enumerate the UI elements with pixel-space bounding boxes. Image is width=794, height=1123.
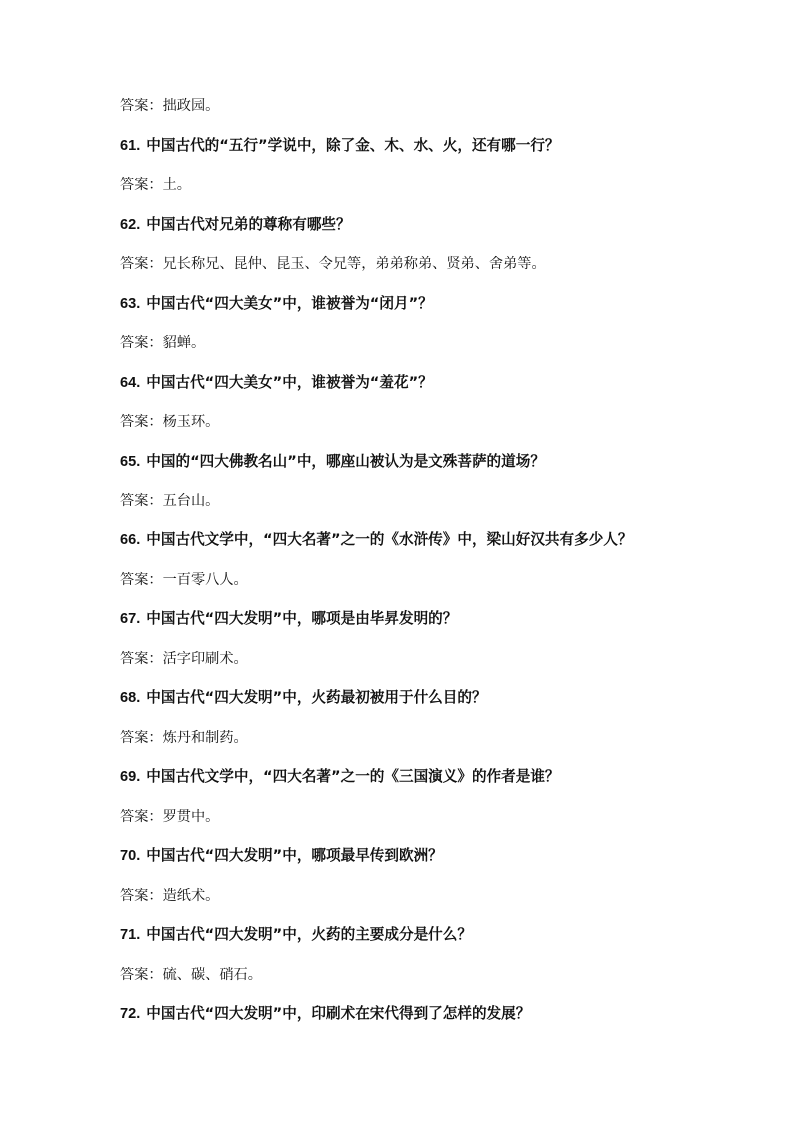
question-number: 69.: [120, 769, 141, 785]
answer-line: 答案：兄长称兄、昆仲、昆玉、令兄等，弟弟称弟、贤弟、舍弟等。: [120, 256, 546, 272]
question-number: 72.: [120, 1006, 141, 1022]
answer-line: 答案：罗贯中。: [120, 809, 220, 825]
question-line: [120, 1004, 680, 1024]
question-number: 64.: [120, 375, 141, 391]
answer-line: 答案：造纸术。: [120, 888, 220, 904]
answer-line: 答案：貂蝉。: [120, 335, 206, 351]
question-number: 62.: [120, 217, 141, 233]
answer-line: 答案：活字印刷术。: [120, 651, 248, 667]
question-line: [120, 136, 680, 156]
question-line: [120, 530, 680, 550]
question-line: [120, 767, 680, 787]
question-text: 中国古代“四大发明”中，哪项最早传到欧洲？: [146, 847, 443, 864]
question-text: 中国古代的“五行”学说中，除了金、木、水、火，还有哪一行？: [146, 137, 560, 154]
answer-line: 答案：一百零八人。: [120, 572, 248, 588]
question-text: 中国古代文学中，“四大名著”之一的《水浒传》中，梁山好汉共有多少人？: [146, 531, 633, 548]
question-text: 中国的“四大佛教名山”中，哪座山被认为是文殊菩萨的道场？: [146, 453, 545, 470]
question-text: 中国古代“四大发明”中，火药的主要成分是什么？: [146, 926, 472, 943]
question-number: 70.: [120, 848, 141, 864]
question-line: [120, 688, 680, 708]
question-line: [120, 294, 680, 314]
question-text: 中国古代“四大发明”中，哪项是由毕昇发明的？: [146, 610, 458, 627]
question-number: 65.: [120, 454, 141, 470]
question-text: 中国古代“四大美女”中，谁被誉为“羞花”？: [146, 374, 433, 391]
question-line: [120, 452, 680, 472]
question-text: 中国古代对兄弟的尊称有哪些？: [146, 216, 351, 233]
question-text: 中国古代“四大发明”中，印刷术在宋代得到了怎样的发展？: [146, 1005, 531, 1022]
question-text: 中国古代文学中，“四大名著”之一的《三国演义》的作者是谁？: [146, 768, 560, 785]
answer-line: 答案：杨玉环。: [120, 414, 220, 430]
question-text: 中国古代“四大发明”中，火药最初被用于什么目的？: [146, 689, 487, 706]
question-line: [120, 373, 680, 393]
question-number: 68.: [120, 690, 141, 706]
question-number: 71.: [120, 927, 141, 943]
question-line: [120, 215, 680, 235]
question-line: [120, 925, 680, 945]
question-number: 67.: [120, 611, 141, 627]
answer-line: 答案：硫、碳、硝石。: [120, 967, 262, 983]
answer-line: 答案：炼丹和制药。: [120, 730, 248, 746]
question-line: [120, 609, 680, 629]
answer-line: 答案：拙政园。: [120, 98, 220, 114]
question-number: 63.: [120, 296, 141, 312]
answer-line: 答案：土。: [120, 177, 191, 193]
question-line: [120, 846, 680, 866]
question-number: 66.: [120, 532, 141, 548]
answer-line: 答案：五台山。: [120, 493, 220, 509]
question-number: 61.: [120, 138, 141, 154]
question-text: 中国古代“四大美女”中，谁被誉为“闭月”？: [146, 295, 433, 312]
